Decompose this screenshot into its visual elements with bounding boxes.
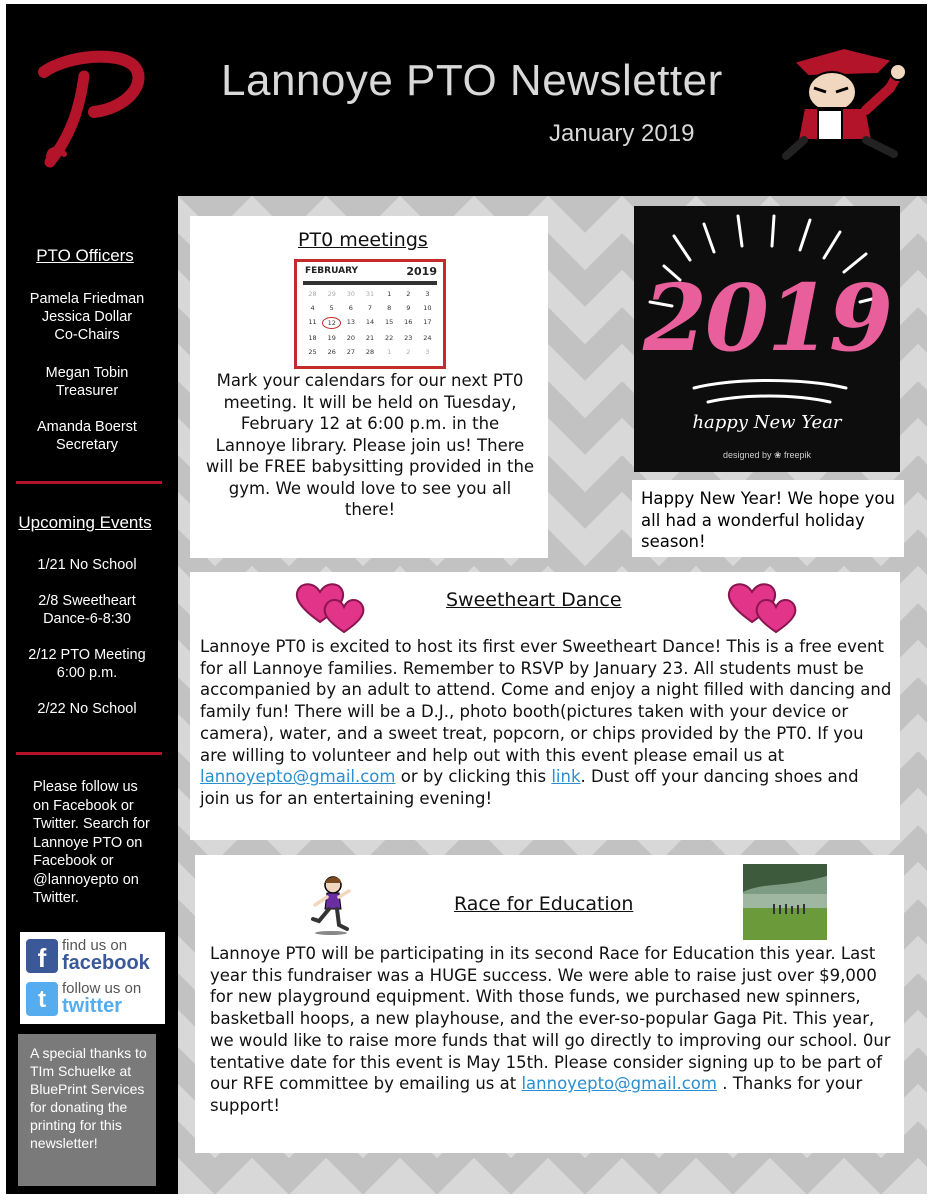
email-link[interactable]: lannoyepto@gmail.com [200, 767, 396, 787]
twitter-badge[interactable]: t follow us on twitter [26, 980, 159, 1018]
race-photo [743, 864, 827, 940]
calendar-day: 24 [423, 334, 432, 342]
rsvp-link[interactable]: link [551, 767, 581, 787]
calendar-day: 13 [346, 318, 355, 326]
newsletter-header [6, 4, 927, 196]
twitter-icon: t [26, 982, 58, 1016]
calendar-day: 20 [346, 334, 355, 342]
calendar-grid [303, 289, 437, 357]
calendar-day: 18 [308, 334, 317, 342]
calendar-icon: FEBRUARY 2019 28 29 30 31 1 2 3 4 5 6 7 8 9 10 11 12 13 14 15 16 17 18 19 20 21 22 23 24 25 26 27 28 1 2 3 [294, 259, 446, 369]
calendar-day: 31 [365, 290, 375, 298]
red-p-logo-icon [36, 50, 146, 170]
officer-block: Pamela Friedman Jessica Dollar Co-Chairs [29, 291, 145, 343]
calendar-day: 19 [327, 334, 336, 342]
newsletter-date: January 2019 [549, 120, 695, 147]
happy-new-year-lettering: happy New Year [692, 412, 842, 433]
calendar-day: 14 [365, 318, 375, 326]
calendar-day: 15 [384, 318, 394, 326]
calendar-day: 9 [406, 304, 411, 312]
calendar-day: 6 [348, 304, 353, 312]
officer-block: Megan Tobin Treasurer [45, 365, 129, 399]
calendar-day: 29 [327, 290, 336, 298]
calendar-day: 3 [425, 348, 430, 356]
social-badges [20, 932, 165, 1024]
dance-text: Lannoye PT0 is excited to host its first ever Sweetheart Dance! This is a free event for all Lannoye families. Remember to RSVP by January 23. All students must be accompanied by an adult to attend. Come and enjoy a night filled with dancing and family fun! There will be a D.J., photo booth(pictures taken with your device or camera), water, and a sweet treat, popcorn, or chips provided by the PT0. If you are willing to volunteer and help out with this event please email us at lannoyepto@gmail.com or by clicking this link. Dust off your dancing shoes and join us for an entertaining evening! [200, 637, 892, 808]
newsletter-title: Lannoye PTO Newsletter [221, 56, 723, 105]
calendar-day: 23 [404, 334, 413, 342]
new-year-panel [632, 480, 904, 557]
image-credit: designed by ❀ freepik [722, 450, 812, 460]
calendar-day: 26 [327, 348, 336, 356]
calendar-day: 25 [308, 348, 317, 356]
calendar-day: 8 [387, 304, 392, 312]
year-lettering: 2019 [642, 264, 892, 372]
calendar-day: 2 [406, 290, 411, 298]
meetings-text: Mark your calendars for our next PT0 meeting. It will be held on Tuesday, February 12 at 6:00 p.m. in the Lannoye library. Please join us! There will be FREE babysitting provided in the gym. We would love to see you all there! [205, 371, 535, 519]
events-heading: Upcoming Events [18, 513, 152, 532]
calendar-day: 21 [365, 334, 375, 342]
calendar-day: 30 [346, 290, 355, 298]
officers-heading: PTO Officers [36, 246, 134, 265]
calendar-day: 1 [387, 290, 392, 298]
dance-title: Sweetheart Dance [446, 589, 622, 611]
calendar-day: 12 [322, 317, 341, 329]
calendar-day: 5 [329, 304, 334, 312]
runner-icon [309, 875, 353, 935]
calendar-day: 3 [425, 290, 430, 298]
thanks-note: A special thanks to TIm Schuelke at BluePrint Services for donating the printing for this newsletter! [18, 1034, 156, 1186]
facebook-badge[interactable]: f find us on facebook [26, 937, 159, 975]
new-year-image [634, 206, 900, 472]
officer-block: Amanda Boerst Secretary [37, 419, 137, 453]
divider [16, 481, 162, 484]
calendar-day: 17 [423, 318, 432, 326]
event-item: 2/8 Sweetheart Dance-6-8:30 [38, 593, 136, 627]
dance-panel [190, 572, 900, 840]
calendar-day: 11 [308, 318, 317, 326]
calendar-day: 27 [346, 348, 355, 356]
email-link[interactable]: lannoyepto@gmail.com [521, 1074, 717, 1094]
calendar-day: 4 [310, 304, 315, 312]
calendar-day: 28 [308, 290, 317, 298]
calendar-day: 22 [384, 334, 394, 342]
event-item: 2/12 PTO Meeting 6:00 p.m. [28, 647, 146, 681]
calendar-day: 2 [406, 348, 411, 356]
hearts-icon [294, 578, 372, 634]
sidebar [6, 196, 178, 1194]
event-item: 2/22 No School [37, 701, 137, 717]
new-year-text: Happy New Year! We hope you all had a wonderful holiday season! [641, 489, 895, 551]
facebook-icon: f [26, 939, 58, 973]
patriot-mascot-icon [774, 44, 910, 162]
hearts-icon [726, 578, 804, 634]
meetings-title: PT0 meetings [298, 229, 428, 251]
calendar-day: 7 [367, 304, 373, 312]
calendar-day: 16 [404, 318, 413, 326]
meetings-panel [190, 216, 548, 558]
divider [16, 752, 162, 755]
calendar-day: 28 [365, 348, 375, 356]
newsletter-page [6, 4, 927, 1194]
follow-text: Please follow us on Facebook or Twitter. Search for Lannoye PTO on Facebook or @lannoyepto on Twitter. [33, 779, 150, 906]
event-item: 1/21 No School [37, 557, 137, 573]
race-panel [195, 855, 904, 1153]
calendar-day: 10 [423, 304, 432, 312]
race-text: Lannoye PT0 will be participating in its second Race for Education this year. Last year this fundraiser was a HUGE success. We were able to raise just over $9,000 for new playground equipment. With those funds, we purchased new spinners, basketball hoops, a new playhouse, and the ever-so-popular Gaga Pit. This year, we would like to raise more funds that will go directly to improving our school. 0ur tentative date for this event is May 15th. Please consider signing up to be part of our RFE committee by emailing us at lannoyepto@gmail.com . Thanks for your support! [210, 944, 891, 1115]
race-title: Race for Education [454, 893, 634, 915]
calendar-day: 1 [387, 348, 392, 356]
